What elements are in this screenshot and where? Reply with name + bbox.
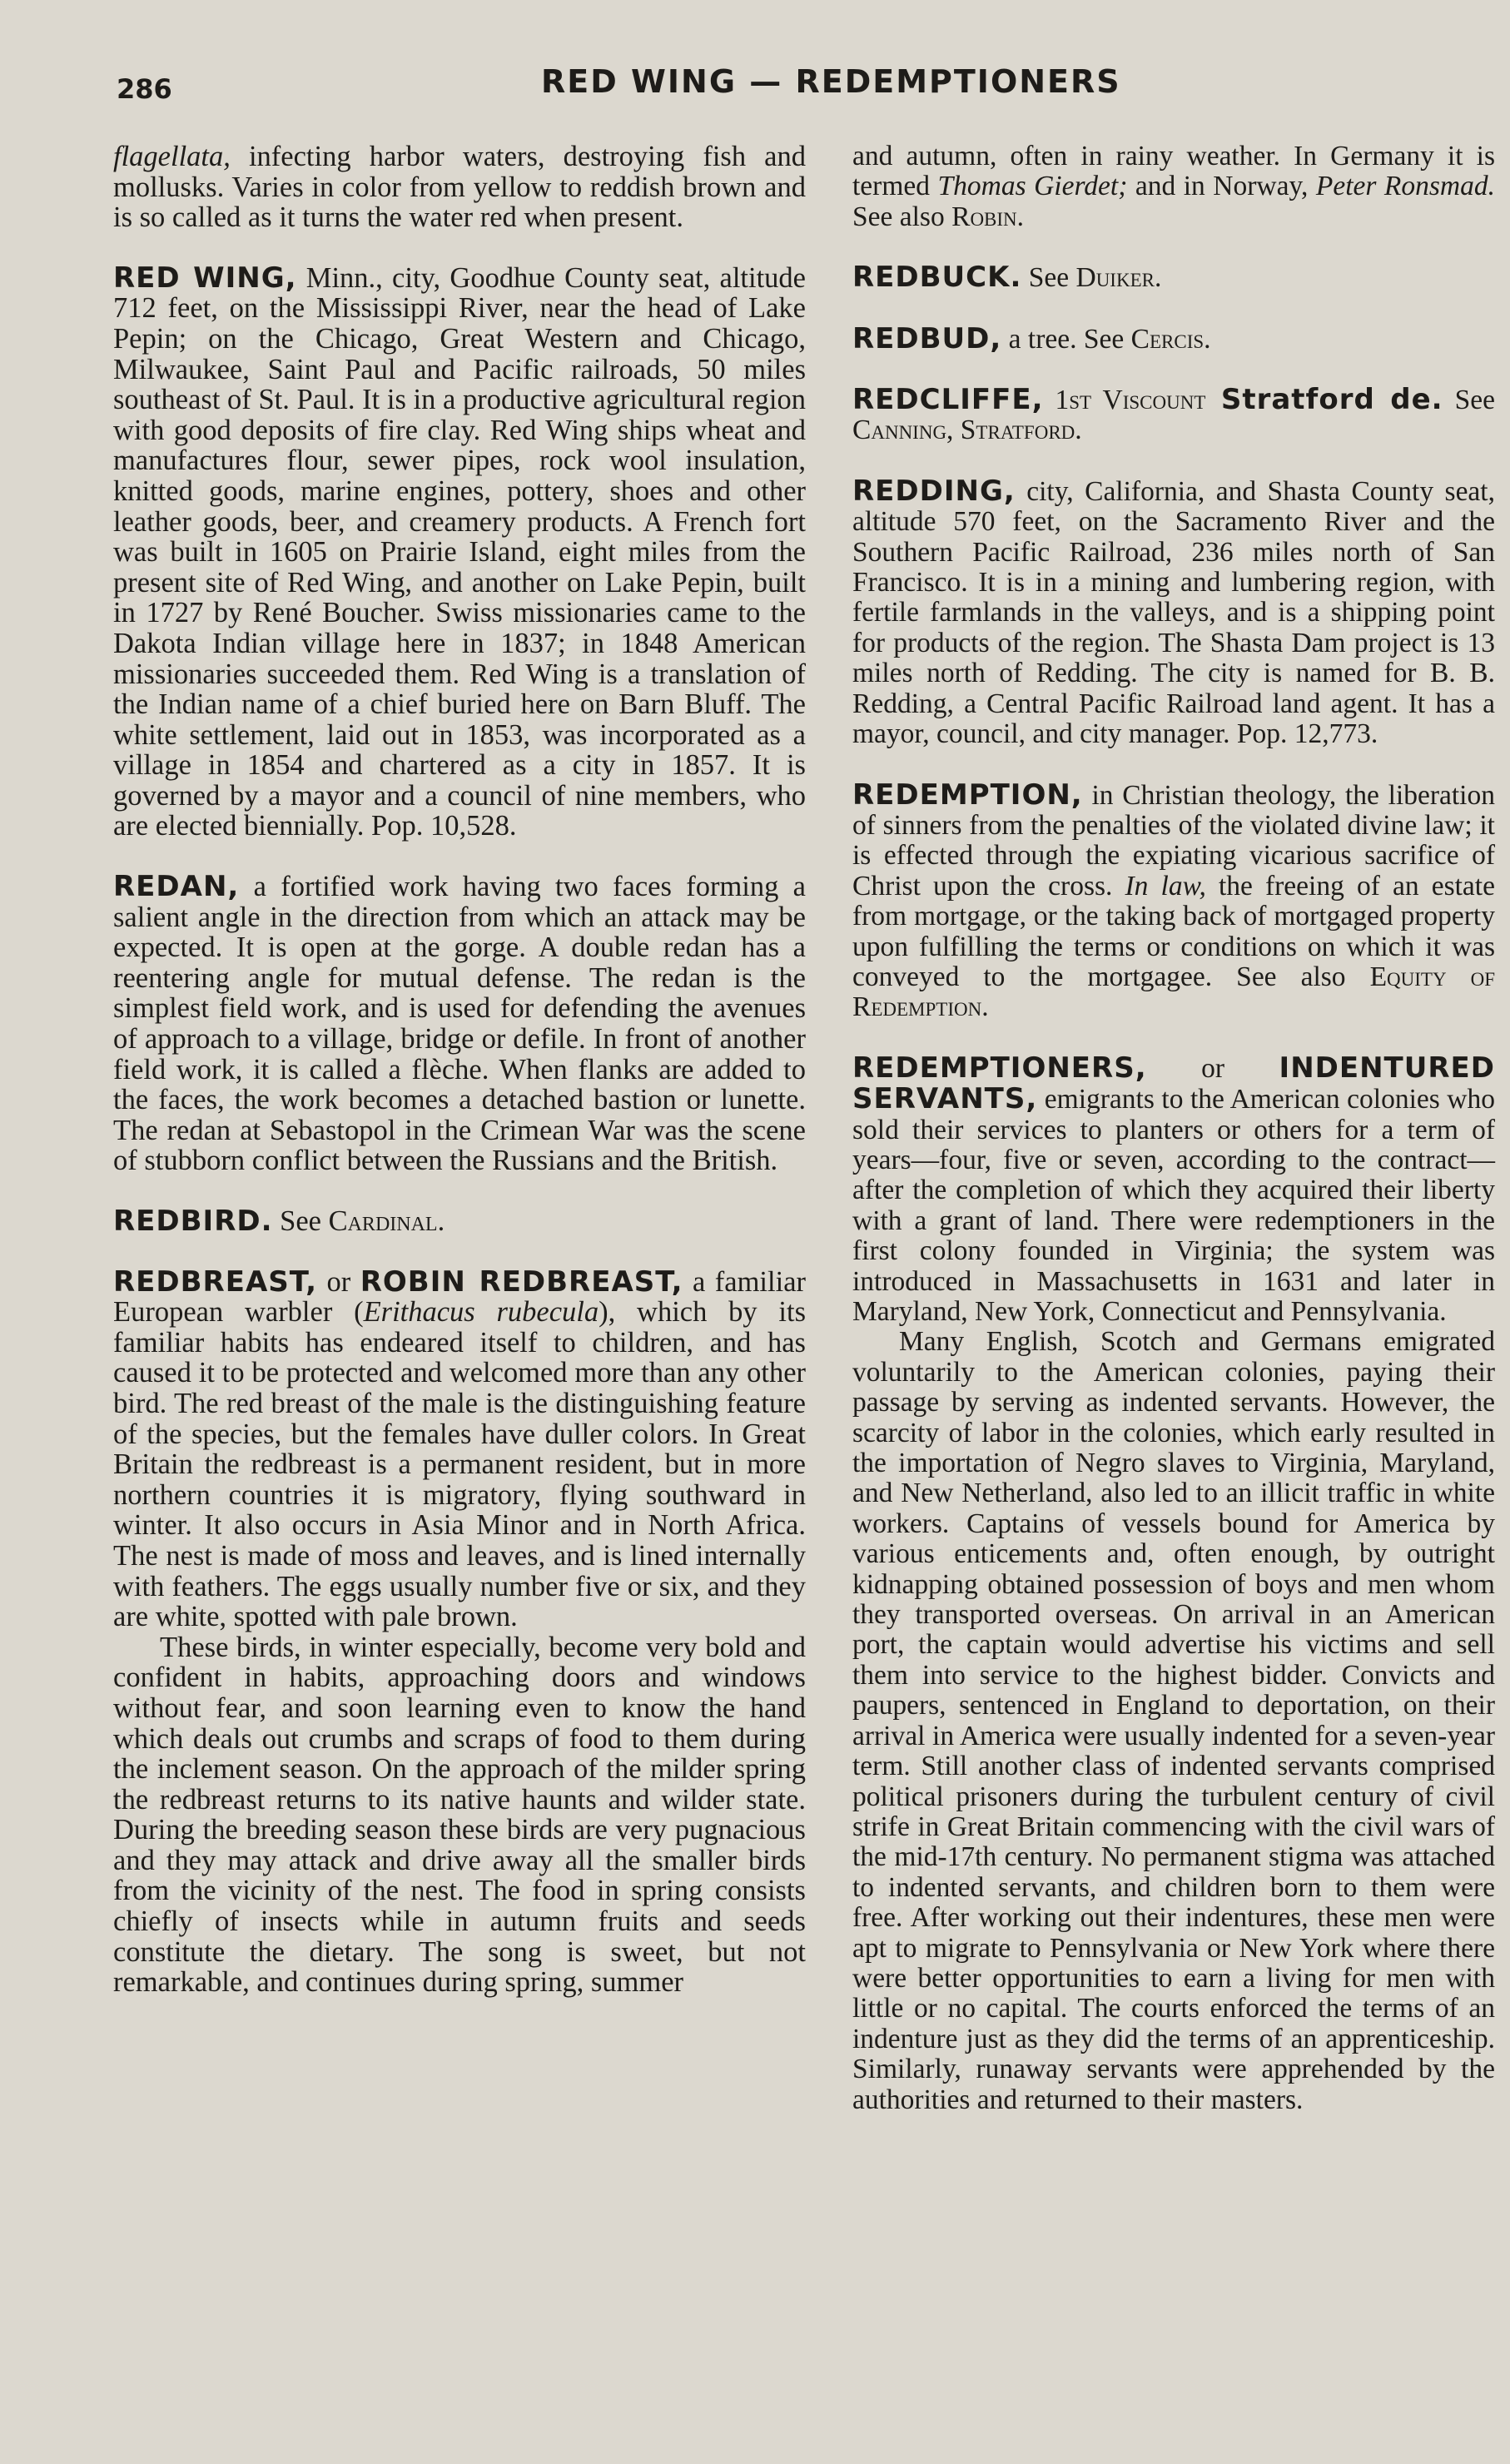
headword-redding: REDDING, bbox=[852, 474, 1016, 508]
entry-redbuck bbox=[852, 262, 1495, 293]
continuation-text: infecting harbor waters, destroying fish and mollusks. Varies in color from yellow to reddish brown and is so called as it turns the water red when present. bbox=[113, 141, 806, 234]
entry-redbird bbox=[113, 1206, 806, 1237]
or-text: or bbox=[317, 1265, 360, 1298]
headword-redbuck: REDBUCK. bbox=[852, 261, 1022, 295]
headword-redbreast: REDBREAST, bbox=[113, 1264, 318, 1299]
headword-redcliffe: REDCLIFFE, bbox=[852, 383, 1044, 417]
headword-redemptioners: REDEMPTIONERS, bbox=[852, 1051, 1147, 1085]
see-text: See bbox=[1443, 385, 1495, 416]
entry-redemption bbox=[852, 777, 1495, 1023]
peerage-name: Stratford de. bbox=[1205, 383, 1443, 417]
entry-text: a tree. See bbox=[1001, 323, 1131, 355]
entry-redding bbox=[852, 476, 1495, 750]
headword-redemption: REDEMPTION, bbox=[852, 777, 1083, 812]
peerage-title: 1st Viscount bbox=[1043, 385, 1206, 416]
entry-redemptioners bbox=[852, 1053, 1495, 1328]
continuation-text-3: See also bbox=[852, 201, 952, 232]
entry-redcliffe bbox=[852, 385, 1495, 446]
see-text: See bbox=[272, 1205, 329, 1237]
cross-reference: Robin. bbox=[951, 201, 1025, 232]
entry-text: city, California, and Shasta County seat, altitude 570 feet, on the Sacramento River and the Southern Pacific Railroad, 236 miles north of San Francisco. It is in a mining and lumbering region, with fertile farmlands in the valleys, and is a shipping point for products of the region. The Shasta Dam project is 13 miles north of Redding. The city is named for B. B. Redding, a Central Pacific Railroad land agent. It has a mayor, council, and city manager. Pop. 12,773. bbox=[852, 475, 1495, 750]
right-column bbox=[852, 142, 1495, 2115]
cross-reference: Canning, Stratford. bbox=[852, 415, 1082, 446]
headword-redbud: REDBUD, bbox=[852, 321, 1002, 355]
left-column bbox=[113, 142, 806, 1998]
continuation-text: and autumn, often in rainy weather. In Germany it is termed bbox=[852, 141, 1495, 202]
entry-text: in Christian theology, the liberation of sinners from the penalties of the violated divine law; it is effected through the expiating vicarious sacrifice of Christ upon the cross. bbox=[852, 779, 1495, 902]
entry-redan bbox=[113, 872, 806, 1176]
or-text: or bbox=[1146, 1052, 1279, 1084]
german-name: Thomas Gierdet; bbox=[937, 171, 1128, 202]
continuation-paragraph bbox=[852, 142, 1495, 232]
headword-redan: REDAN, bbox=[113, 870, 240, 904]
entry-text: a fortified work having two faces forming a salient angle in the direction from which an attack may be expected. It is open at the gorge. A double redan has a reentering angle for mutual defense. The redan is the simplest field work, and is used for defending the avenues of approach to a village, bridge or defile. In front of another field work, it is called a flèche. When flanks are added to the faces, the work becomes a detached bastion or lunette. The redan at Sebastopol in the Crimean War was the scene of stubborn conflict between the Russians and the British. bbox=[113, 871, 806, 1177]
in-law-italic: In law, bbox=[1125, 870, 1206, 902]
redbreast-paragraph-2: These birds, in winter especially, become very bold and confident in habits, approaching doors and windows without fear, and soon learning even to know the hand which deals out crumbs and scraps of food to them during the inclement season. On the approach of the milder spring the redbreast returns to its native haunts and wilder state. During the breeding season these birds are very pugnacious and they may attack and drive away all the smaller birds from the vicinity of the nest. The food in spring consists chiefly of insects while in autumn fruits and seeds constitute the dietary. The song is sweet, but not remarkable, and continues during spring, summer bbox=[113, 1631, 806, 1999]
entry-text-cont: the freeing of an estate from mortgage, or the taking back of mortgaged property upon fulfilling the terms or conditions on which it was conveyed to the mortgagee. See also bbox=[852, 870, 1495, 992]
headword-indentured-servants: INDENTURED SERVANTS, bbox=[852, 1051, 1495, 1116]
cross-reference: Cardinal. bbox=[328, 1205, 445, 1237]
entry-text: Minn., city, Goodhue County seat, altitude 712 feet, on the Mississippi River, near the head of Lake Pepin; on the Chicago, Great Western and Chicago, Milwaukee, Saint Paul and Pacific railroads, 50 miles southeast of St. Paul. It is in a productive agricultural region with good deposits of fire clay. Red Wing ships wheat and manufactures flour, sewer pipes, rock wool insulation, knitted goods, marine engines, pottery, shoes and other leather goods, beer, and creamery products. A French fort was built in 1605 on Prairie Island, eight miles from the present site of Red Wing, and another on Lake Pepin, built in 1727 by René Boucher. Swiss missionaries came to the Dakota Indian village here in 1837; in 1848 American missionaries succeeded them. Red Wing is a translation of the Indian name of a chief buried here on Barn Bluff. The white settlement, laid out in 1853, was incorporated as a village in 1854 and chartered as a city in 1857. It is governed by a mayor and a council of nine members, who are elected biennially. Pop. 10,528. bbox=[113, 261, 806, 842]
entry-red-wing bbox=[113, 263, 806, 842]
entry-text: emigrants to the American colonies who sold their services to planters or others for a term of years—four, five or seven, according to the contract—after the completion of which they acquired their liberty with a grant of land. There were redemptioners in the first colony founded in Virginia; the system was introduced in Massachusetts in 1631 and later in Maryland, New York, Connecticut and Pennsylvania. bbox=[852, 1084, 1495, 1327]
continuation-paragraph bbox=[113, 142, 806, 233]
cross-reference: Cercis. bbox=[1130, 323, 1211, 355]
redemptioners-paragraph-2: Many English, Scotch and Germans emigrated voluntarily to the American colonies, paying their passage by serving as indented servants. However, the scarcity of labor in the colonies, which early resulted in the importation of Negro slaves to Virginia, Maryland, and New Netherland, also led to an illicit traffic in white workers. Captains of vessels bound for America by various enticements and, often enough, by outright kidnapping obtained possession of boys and men whom they transported overseas. On arrival in an American port, the captain would advertise his victims and sell them into service to the highest bidder. Convicts and paupers, sentenced in England to deportation, on their arrival in America were usually indented for a seven-year term. Still another class of indented servants comprised political prisoners during the turbulent century of civil strife in Great Britain commencing with the civil wars of the mid-17th century. No permanent stigma was attached to indented servants, and children born to them were free. After working out their indentures, these men were apt to migrate to Pennsylvania or New York where there were better opportunities to earn a living for men with little or no capital. The courts enforced the terms of an indenture just as they did the terms of an apprenticeship. Similarly, runaway servants were apprehended by the authorities and returned to their masters. bbox=[852, 1326, 1495, 2115]
entry-redbud bbox=[852, 321, 1495, 355]
scientific-name: Erithacus rubecula bbox=[363, 1296, 599, 1329]
norwegian-name: Peter Ronsmad. bbox=[1315, 171, 1495, 202]
cross-reference: Duiker. bbox=[1075, 262, 1162, 294]
page-number: 286 bbox=[117, 73, 172, 105]
continuation-text-2: and in Norway, bbox=[1127, 171, 1316, 202]
headword-red-wing: RED WING, bbox=[113, 261, 297, 295]
entry-redbreast bbox=[113, 1264, 806, 1633]
headword-robin-redbreast: ROBIN REDBREAST, bbox=[360, 1264, 683, 1299]
continuation-italic: flagellata, bbox=[113, 141, 231, 172]
see-text: See bbox=[1021, 262, 1076, 294]
running-head bbox=[117, 57, 1498, 107]
headword-redbird: REDBIRD. bbox=[113, 1205, 273, 1238]
running-title: RED WING — REDEMPTIONERS bbox=[541, 63, 1121, 100]
entry-text: a familiar European warbler ( bbox=[113, 1265, 806, 1329]
entry-text-cont: ), which by its familiar habits has endeared itself to children, and has caused it to be protected and welcomed more than any other bird. The red breast of the male is the distinguishing feature of the species, but the females have duller colors. In Great Britain the redbreast is a permanent resident, but in more northern countries it is migratory, flying southward in winter. It also occurs in Asia Minor and in North Africa. The nest is made of moss and leaves, and is lined internally with feathers. The eggs usually number five or six, and they are white, spotted with pale brown. bbox=[113, 1296, 806, 1633]
cross-reference: Equity of Redemption. bbox=[852, 961, 1495, 1023]
